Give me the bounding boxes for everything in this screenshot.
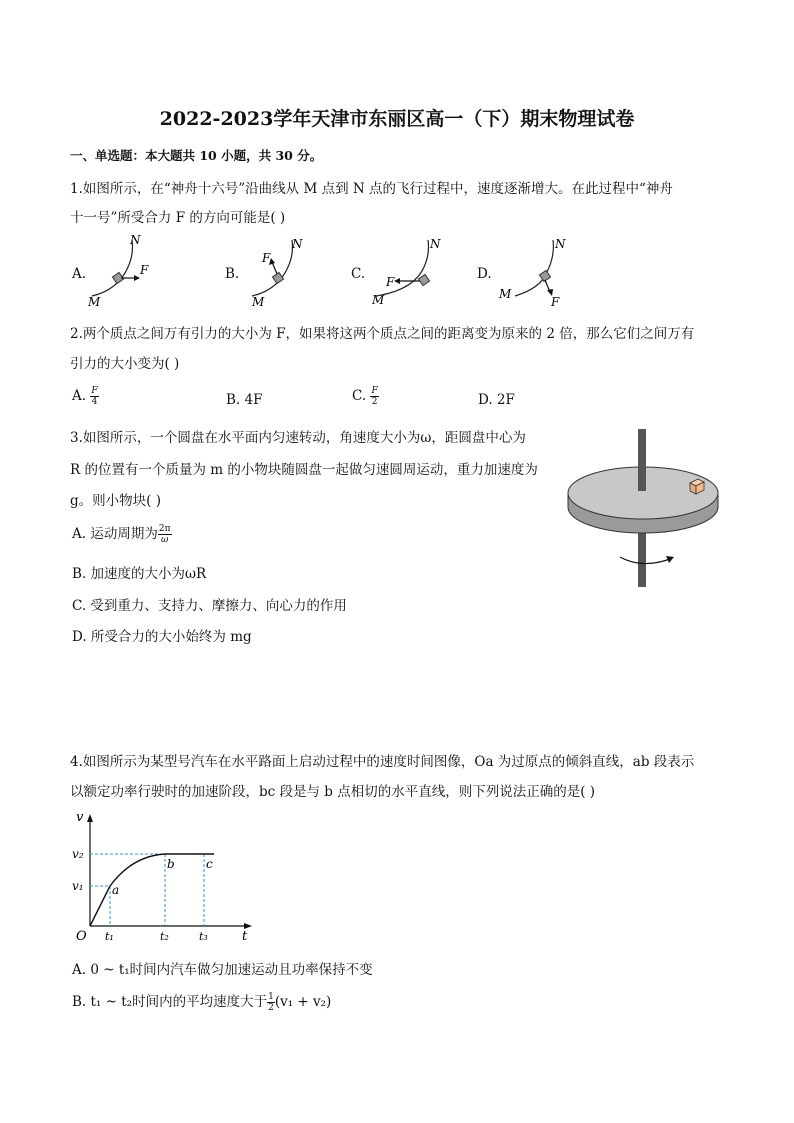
point-n-label: N [130, 233, 141, 247]
q3-stem-line1: 3.如图所示，一个圆盘在水平面内匀速转动，角速度大小为ω，距圆盘中心为 [70, 430, 526, 446]
origin-label: O [76, 929, 87, 943]
q4-stem-line2: 以额定功率行驶时的加速阶段，bc 段是与 b 点相切的水平直线，则下列说法正确的是( ) [70, 784, 596, 800]
q2-option-c[interactable] [352, 386, 379, 407]
trajectory-curve [376, 240, 429, 296]
q3-option-d[interactable]: D. 所受合力的大小始终为 mg [72, 629, 252, 645]
q1-stem-line2: 十一号”所受合力 F 的方向可能是( ) [70, 210, 286, 226]
fraction: $\frac{F}{4}$ [91, 386, 98, 407]
q2-option-b[interactable]: B. 4F [226, 392, 263, 408]
point-m-label: M [499, 287, 512, 301]
q1-option-b-label[interactable]: B. [225, 266, 240, 282]
point-m-label: M [372, 293, 385, 307]
q1-option-c-figure [366, 232, 456, 312]
q1-option-a-figure [88, 232, 168, 312]
q2-option-a-label: A. [72, 388, 87, 404]
q1-stem-line1: 1.如图所示，在“神舟十六号”沿曲线从 M 点到 N 点的飞行过程中，速度逐渐增大。在此过程中“神舟 [70, 181, 673, 197]
force-label: F [262, 251, 271, 265]
q2-option-a[interactable] [72, 386, 99, 407]
fraction: $\frac{1}{2}$ [268, 992, 274, 1013]
t2-label: t₂ [160, 930, 169, 943]
q3-option-a[interactable]: A. 运动周期为 $\frac{2\pi}{\omega}$ [72, 524, 171, 545]
point-n-label: N [430, 237, 441, 251]
q2-stem-line1: 2.两个质点之间万有引力的大小为 F，如果将这两个质点之间的距离变为原来的 2 倍，那么它们之间万有 [70, 326, 695, 342]
section-heading: 一、单选题：本大题共 10 小题，共 30 分。 [70, 148, 323, 163]
axle-upper [638, 429, 646, 491]
q1-option-c-label[interactable]: C. [351, 266, 366, 282]
v-axis-arrow [87, 814, 93, 822]
q1-option-b-figure [248, 232, 328, 312]
trajectory-curve [92, 240, 133, 296]
q4-option-a[interactable]: A. 0 ~ t₁时间内汽车做匀加速运动且功率保持不变 [72, 962, 373, 978]
v2-label: v₂ [72, 847, 84, 861]
axle-lower [638, 531, 646, 587]
q2-option-c-label: C. [352, 388, 367, 404]
q1-option-d-label[interactable]: D. [477, 266, 492, 282]
point-n-label: N [292, 237, 303, 251]
point-c-label: c [206, 857, 213, 871]
point-n-label: N [555, 237, 566, 251]
point-a-label: a [112, 883, 120, 897]
point-m-label: M [88, 295, 101, 309]
trajectory-curve [252, 240, 293, 296]
velocity-time-graph [70, 808, 260, 943]
spacecraft-block [272, 272, 283, 283]
q3-option-c[interactable]: C. 受到重力、支持力、摩擦力、向心力的作用 [72, 598, 347, 614]
force-arrow [272, 262, 277, 274]
force-label: F [551, 295, 560, 309]
q1-option-a-label[interactable]: A. [72, 266, 87, 282]
point-m-label: M [252, 295, 265, 309]
spacecraft-block [418, 274, 429, 285]
point-b-label: b [167, 857, 175, 871]
page-title: 2022-2023学年天津市东丽区高一（下）期末物理试卷 [159, 108, 635, 130]
force-label: F [386, 275, 395, 289]
q1-option-d-figure [497, 232, 587, 312]
t1-label: t₁ [105, 930, 114, 943]
q2-stem-line2: 引力的大小变为( ) [70, 356, 180, 372]
t3-label: t₃ [199, 930, 208, 943]
v-axis-label: v [76, 810, 84, 825]
force-arrowhead [394, 278, 400, 284]
q3-option-b[interactable]: B. 加速度的大小为ωR [72, 566, 207, 582]
q3-stem-line2: R 的位置有一个质量为 m 的小物块随圆盘一起做匀速圆周运动，重力加速度为 [70, 462, 538, 478]
q2-option-d[interactable]: D. 2F [478, 392, 515, 408]
q3-stem-line3: g。则小物块( ) [70, 493, 161, 509]
fraction: $\frac{2\pi}{\omega}$ [158, 524, 171, 545]
q4-option-b[interactable]: B. t₁ ~ t₂时间内的平均速度大于 $\frac{1}{2}$ (v₁ + v₂) [72, 992, 332, 1013]
velocity-curve [90, 854, 214, 926]
t-axis-label: t [242, 929, 248, 943]
q4-stem-line1: 4.如图所示为某型号汽车在水平路面上启动过程中的速度时间图像，Oa 为过原点的倾斜直线，ab 段表示 [70, 754, 695, 770]
v1-label: v₁ [72, 879, 84, 893]
turntable-figure [562, 425, 727, 590]
force-label: F [140, 263, 149, 277]
spacecraft-block [539, 270, 550, 281]
fraction: $\frac{F}{2}$ [371, 386, 378, 407]
